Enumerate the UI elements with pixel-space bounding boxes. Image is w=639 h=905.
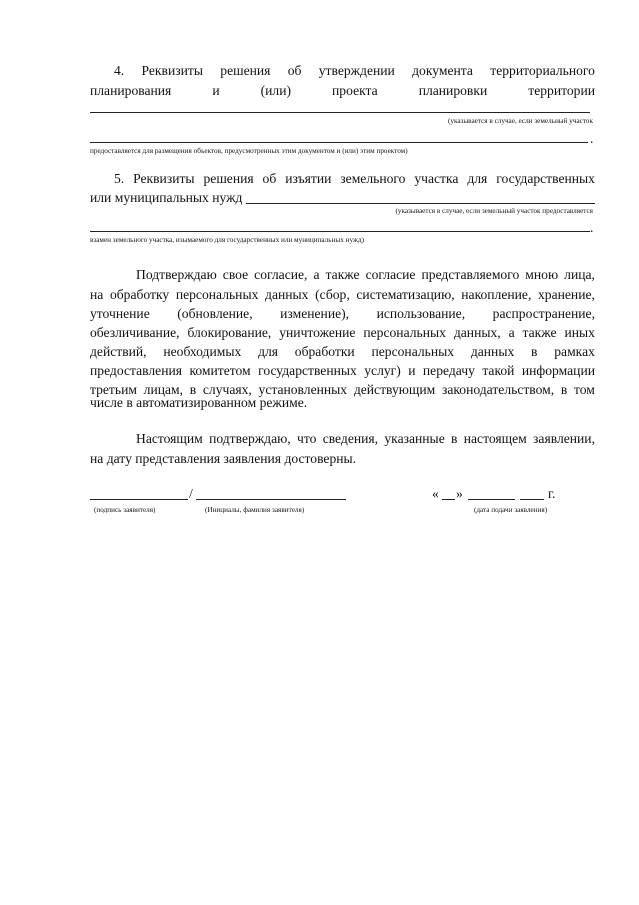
word: лица, <box>564 267 595 282</box>
word: третьим <box>90 382 137 397</box>
word: комитетом <box>189 363 251 378</box>
word: согласие, <box>254 267 308 282</box>
word: систематизацию, <box>356 287 455 302</box>
section5-line1 <box>114 172 595 186</box>
word: территории <box>528 83 595 98</box>
word: изменение), <box>280 306 350 321</box>
word: такой <box>482 363 515 378</box>
word: что <box>296 431 317 446</box>
word: блокирование, <box>187 325 272 340</box>
section4-hint-1: (указывается в случае, если земельный участок <box>447 117 593 125</box>
word: представляемого <box>421 267 520 282</box>
date-open-quote: « <box>432 486 439 501</box>
word: (или) <box>260 83 292 98</box>
word: планирования <box>90 83 172 98</box>
word: документа <box>412 63 473 78</box>
word: персональных <box>175 287 259 302</box>
section4-hint-2: предоставляется для размещения объектов, предусмотренных этим документом и (или) этим проектом) <box>90 147 408 155</box>
word: в <box>531 344 538 359</box>
word: изъятии <box>285 171 332 186</box>
word: в <box>560 382 568 397</box>
consent-line <box>90 288 595 302</box>
word: государственных <box>258 363 357 378</box>
section5-hint-1: (указывается в случае, если земельный участок предоставляется <box>395 207 593 215</box>
word: уничтожение <box>279 325 356 340</box>
word: настоящем <box>463 431 527 446</box>
word: лицам, <box>143 382 184 397</box>
word: информации <box>521 363 595 378</box>
word: мною <box>525 267 559 282</box>
caption-signature: (подпись заявителя) <box>94 506 156 514</box>
signature-slash: / <box>189 486 193 501</box>
word: действий, <box>90 344 147 359</box>
word: использование, <box>376 306 466 321</box>
word: накопление, <box>461 287 532 302</box>
word: решения <box>203 171 254 186</box>
word: установленных <box>258 382 348 397</box>
word: обработки <box>294 344 355 359</box>
consent-line <box>90 364 595 378</box>
consent-line <box>90 326 595 340</box>
word: том <box>573 382 595 397</box>
word: для <box>467 171 488 186</box>
word: хранение, <box>538 287 595 302</box>
word: и <box>212 83 220 98</box>
word: уточнение <box>90 306 150 321</box>
word: свое <box>222 267 249 282</box>
consent-last-line: числе в автоматизированном режиме. <box>90 395 308 410</box>
word: планировки <box>418 83 488 98</box>
word: законодательством, <box>441 382 555 397</box>
word: земельного <box>340 171 406 186</box>
word: территориального <box>490 63 595 78</box>
word: а <box>508 325 515 340</box>
word: данных <box>470 344 515 359</box>
date-day-line <box>442 499 455 500</box>
word: в <box>451 431 458 446</box>
word: в <box>189 382 197 397</box>
consent-line <box>90 307 595 321</box>
date-month-line <box>468 499 515 500</box>
confirm-line1 <box>136 432 595 446</box>
word: иных <box>564 325 595 340</box>
caption-name: (Инициалы, фамилия заявителя) <box>205 506 305 514</box>
word: для <box>258 344 279 359</box>
consent-line <box>136 268 595 282</box>
word: персональных <box>371 344 455 359</box>
word: утверждении <box>318 63 395 78</box>
word: сведения, <box>322 431 379 446</box>
section4-line-end: . <box>590 131 594 146</box>
section5-fill-line-1 <box>246 203 595 204</box>
word: (сбор, <box>315 287 350 302</box>
word: об <box>262 171 277 186</box>
word: Настоящим <box>136 431 203 446</box>
word: заявлении, <box>533 431 595 446</box>
word: об <box>287 63 302 78</box>
word: и <box>408 363 416 378</box>
word: 5. <box>114 171 125 186</box>
word: (обновление, <box>177 306 253 321</box>
word: персональных <box>363 325 446 340</box>
word: Реквизиты <box>141 63 203 78</box>
word: подтверждаю, <box>209 431 291 446</box>
section4-line1 <box>114 64 595 78</box>
section4-fill-line-1 <box>90 112 590 113</box>
word: Реквизиты <box>133 171 195 186</box>
word: 4. <box>114 63 125 78</box>
section5-fill-line-2 <box>90 231 590 232</box>
word: также <box>522 325 557 340</box>
word: Подтверждаю <box>136 267 217 282</box>
word: указанные <box>384 431 445 446</box>
word: участка <box>414 171 459 186</box>
word: также <box>325 267 360 282</box>
name-line <box>196 499 346 500</box>
word: обработку <box>109 287 170 302</box>
date-year-line <box>520 499 544 500</box>
word: предоставления <box>90 363 183 378</box>
word: данных, <box>453 325 501 340</box>
section5-line2: или муниципальных нужд <box>90 190 243 205</box>
section4-fill-line-2 <box>90 142 588 143</box>
word: передачу <box>422 363 475 378</box>
word: данных <box>265 287 309 302</box>
word: услуг) <box>364 363 401 378</box>
section4-line2 <box>90 84 595 98</box>
word: на <box>90 287 104 302</box>
confirm-line2: на дату представления заявления достоверны. <box>90 451 357 466</box>
signature-line <box>90 499 188 500</box>
word: случаях, <box>202 382 252 397</box>
date-close-quote: » <box>456 486 463 501</box>
word: а <box>313 267 320 282</box>
section5-hint-2: взамен земельного участка, изымаемого для государственных или муниципальных нужд) <box>90 236 364 244</box>
consent-line <box>90 345 595 359</box>
word: действующим <box>353 382 436 397</box>
word: государственных <box>496 171 595 186</box>
word: распространение, <box>492 306 595 321</box>
date-year-suffix: г. <box>548 486 556 501</box>
word: рамках <box>554 344 595 359</box>
section5-line-end: . <box>590 220 594 235</box>
caption-date: (дата подачи заявления) <box>474 506 548 514</box>
word: проекта <box>332 83 378 98</box>
word: согласие <box>365 267 416 282</box>
word: обезличивание, <box>90 325 180 340</box>
word: необходимых <box>163 344 242 359</box>
word: решения <box>220 63 271 78</box>
